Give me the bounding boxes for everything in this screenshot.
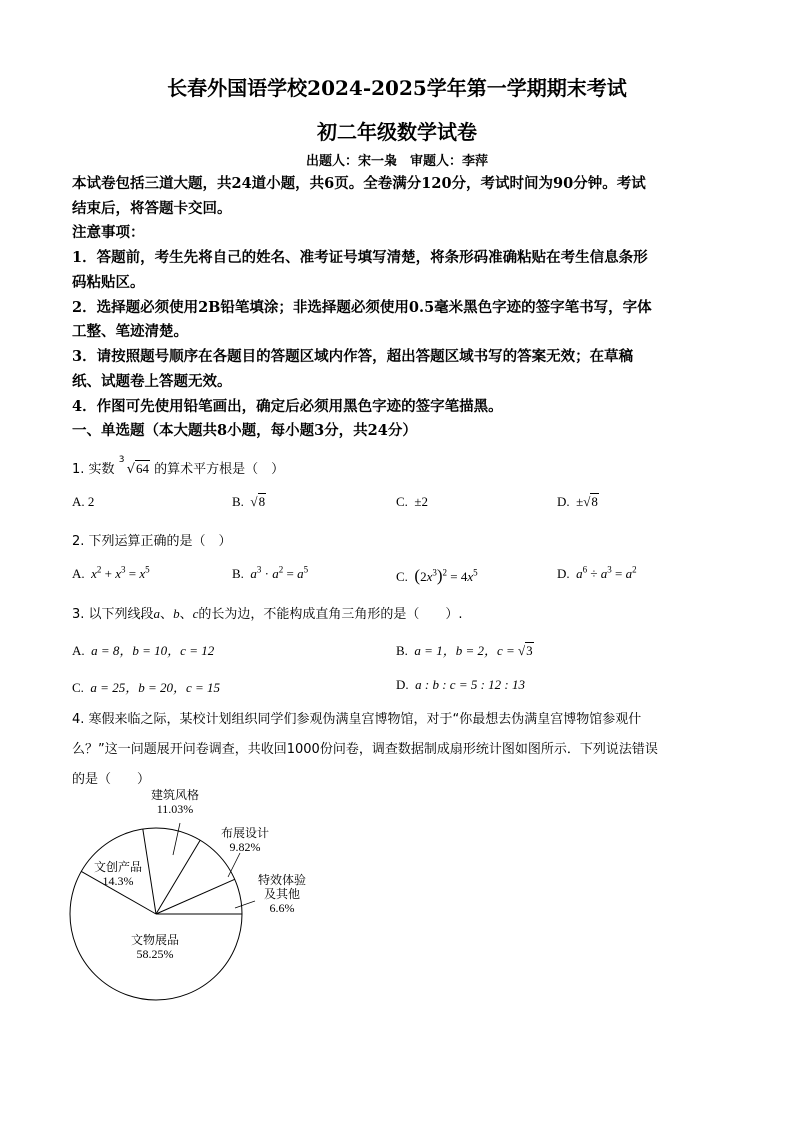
note-line: 4．作图可先使用铅笔画出，确定后必须用黑色字迹的签字笔描黑。 [72,398,503,415]
pie-slice-label: 文创产品 [93,860,143,874]
q1-radical: 3 √64 [118,455,149,477]
q1-option-c: C. ±2 [396,494,429,509]
q3-option-d: D. a : b : c = 5 : 12 : 13 [396,677,525,692]
pie-slice-value: 11.03% [156,802,194,816]
exam-authors: 出题人：宋一枭 审题人：李萍 [305,154,488,169]
q3-option-c: C. a = 25，b = 20，c = 15 [72,680,221,695]
q2-option-a: A. $x^2 + x^3 = x^5$ [72,564,150,581]
note-line: 码粘贴区。 [72,274,145,291]
q1-text-pre: 1. 实数 [72,462,115,477]
question-2: 2. 下列运算正确的是（ ） [72,534,232,549]
pie-leader-line [228,853,240,877]
note-line: 纸、试题卷上答题无效。 [72,373,232,390]
intro-line-2: 结束后，将答题卡交回。 [72,200,232,217]
q1-text-post: 的算术平方根是（ ） [154,462,285,477]
note-line: 1．答题前，考生先将自己的姓名、准考证号填写清楚，将条形码准确粘贴在考生信息条形 [72,249,648,266]
pie-slice-label: 布展设计 [220,826,270,840]
question-4-line-3: 的是（ ） [72,772,151,787]
q1-option-b: B. √8 [232,494,266,509]
question-3: 3. 以下列线段a、b、c的长为边，不能构成直角三角形的是（ ）. [72,606,463,622]
note-line: 工整、笔迹清楚。 [72,323,188,340]
question-4-line-2: 么？”这一问题展开问卷调查，共收回1000份问卷，调查数据制成扇形统计图如图所示．下列说法错误 [72,742,658,757]
pie-slice-label: 文物展品 [130,933,180,947]
note-line: 3．请按照题号顺序在各题目的答题区域内作答，超出答题区域书写的答案无效；在草稿 [72,348,634,365]
q2-option-b: B. $a^3 \cdot a^2 = a^5$ [232,564,309,581]
note-line: 2．选择题必须使用2B铅笔填涂；非选择题必须使用0.5毫米黑色字迹的签字笔书写，字体 [72,299,652,316]
exam-title: 长春外国语学校2024-2025学年第一学期期末考试 [167,76,627,100]
pie-slice-label: 及其他 [263,887,301,901]
pie-slice-label: 建筑风格 [150,788,200,802]
pie-slice-value: 14.3% [102,874,134,888]
q2-option-c: C. $(2x^3)^2 = 4x^5$ [396,566,478,585]
q2-option-d: D. $a^6 \div a^3 = a^2$ [557,564,637,581]
notice-title: 注意事项： [72,224,145,241]
pie-slice-value: 9.82% [229,840,261,854]
exam-subtitle: 初二年级数学试卷 [317,120,477,144]
pie-slice-value: 58.25% [136,947,174,961]
section-heading: 一、单选题（本大题共8小题，每小题3分，共24分） [72,422,417,439]
q3-option-a: A. a = 8，b = 10，c = 12 [72,643,215,658]
q1-option-a: A. 2 [72,494,95,509]
q3-option-b: B. a = 1，b = 2，c = √3 [396,643,533,658]
pie-chart [60,785,320,1015]
pie-slice-label: 特效体验 [257,873,307,887]
question-4-line-1: 4. 寒假来临之际，某校计划组织同学们参观伪满皇宫博物馆，对于“你最想去伪满皇宫博物馆参观什 [72,712,642,727]
question-1 [72,455,285,477]
pie-slice-value: 6.6% [269,901,295,915]
q1-option-d: D. ±√8 [557,494,598,509]
q1-radicand: 64 [135,461,149,476]
intro-line-1: 本试卷包括三道大题，共24道小题，共6页。全卷满分120分，考试时间为90分钟。考试 [72,175,646,192]
